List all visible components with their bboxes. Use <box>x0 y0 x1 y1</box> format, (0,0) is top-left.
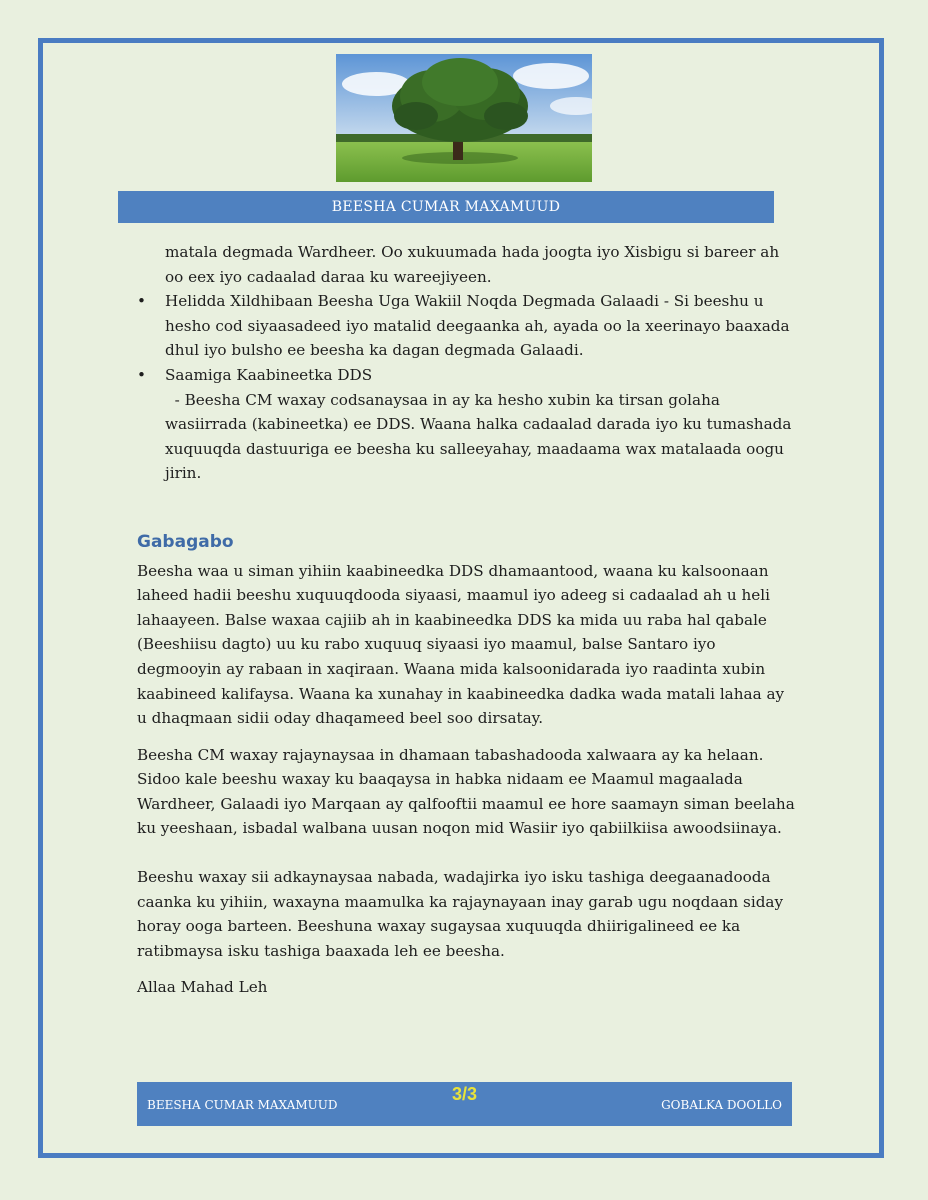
paragraph: Beesha CM waxay rajaynaysaa in dhamaan tabashadooda xalwaara ay ka helaan. Sidoo kale beeshu waxay ku baaqaysa in habka nidaam ee Maamul magaalada Wardheer, Galaadi iyo Marqaan ay qalfooftii maamul ee hore saamayn siman beelaha ku yeeshaan, isbadal walbana uusan noqon mid Wasiir iyo qabiilkiisa awoodsiinaya. <box>137 745 795 838</box>
header-banner-title: BEESHA CUMAR MAXAMUUD <box>331 199 561 215</box>
paragraph: Beeshu waxay sii adkaynaysaa nabada, wadajirka iyo isku tashiga deegaanadooda caanka ku yihiin, waxayna maamulka ka rajaynayaan inay garab ugu noqdaan siday horay ooga barteen. Beeshuna waxay sugaysaa xuquuqda dhiirigalineed ee ka ratibmaysa isku tashiga baaxada leh ee beesha. <box>137 868 784 960</box>
list-item <box>137 363 797 388</box>
closing-text: Allaa Mahad Leh <box>137 978 268 997</box>
bullet-list <box>137 289 797 387</box>
footer-right-label: GOBALKA DOOLLO <box>661 1098 782 1112</box>
header-banner <box>118 191 774 223</box>
bullet-text: Helidda Xildhibaan Beesha Uga Wakiil Noqda Degmada Galaadi - Si beeshu u hesho cod siyaasadeed iyo matalid deegaanka ah, ayada oo la xeerinayo baaxada dhul iyo bulsho ee beesha ka dagan degmada Galaadi. <box>165 292 790 360</box>
bullet-subtext: - Beesha CM waxay codsanaysaa in ay ka hesho xubin ka tirsan golaha wasiirrada (kabineetka) ee DDS. Waana halka cadaalad darada iyo ku tumashada xuquuqda dastuuriga ee beesha ku salleeyahay, maadaama wax matalaada oogu jirin. <box>165 390 797 483</box>
footer-bar <box>137 1082 792 1126</box>
oak-tree-meadow-image <box>336 54 592 182</box>
continuation-text: matala degmada Wardheer. Oo xukuumada hada joogta iyo Xisbigu si bareer ah oo eex iyo cadaalad daraa ku wareejiyeen. <box>165 243 780 286</box>
section-heading: Gabagabo <box>137 531 234 552</box>
paragraph: Beesha waa u siman yihiin kaabineedka DDS dhamaantood, waana ku kalsoonaan laheed hadii beeshu xuquuqdooda siyaasi, maamul iyo adeeg si cadaalad ah u heli lahaayeen. Balse waxaa cajiib ah in kaabineedka DDS ka mida uu raba hal qabale (Beeshiisu dagto) uu ku rabo xuquuq siyaasi iyo maamul, balse Santaro iyo degmooyin ay rabaan in xaqiraan. Waana mida kalsoonidarada iyo raadinta xubin kaabineed kalifaysa. Waana ka xunahay in kaabineedka dadka wada matali lahaa ay u dhaqmaan sidii oday dhaqameed beel soo dirsatay. <box>137 561 785 728</box>
document-body <box>137 240 797 1000</box>
page-number: 3/3 <box>451 1084 478 1104</box>
bullet-text: Saamiga Kaabineetka DDS <box>165 365 373 384</box>
footer-left-label: BEESHA CUMAR MAXAMUUD <box>147 1098 338 1112</box>
list-item <box>137 289 797 363</box>
